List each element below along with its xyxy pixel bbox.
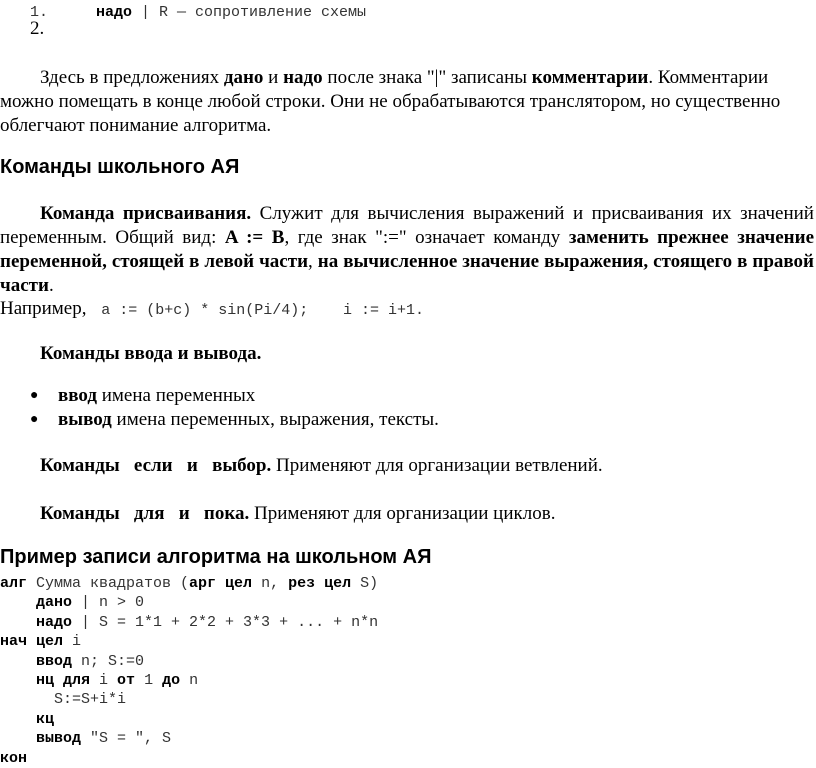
code-example: i := i+1.: [343, 302, 425, 319]
section-heading: Команды школьного АЯ: [0, 156, 240, 178]
text: имена переменных, выражения, тексты.: [111, 409, 439, 430]
io-title: [40, 343, 261, 365]
code-line: [0, 729, 378, 748]
code-listing: [0, 574, 378, 768]
text: , где знак ":=" означает команду: [284, 227, 569, 248]
bold-text: комментарии: [531, 67, 649, 88]
text: Здесь в предложениях: [40, 67, 224, 88]
code-keyword: до: [162, 672, 181, 690]
comment-paragraph: [0, 66, 814, 138]
code-keyword: надо: [36, 613, 73, 631]
code-text: Сумма квадратов (: [27, 575, 190, 592]
bold-text: заменить прежнее значение переменной, стоящей в левой части: [0, 227, 815, 272]
code-line: [0, 690, 378, 709]
code-text: | S = 1*1 + 2*2 + 3*3 + ... + n*n: [72, 613, 379, 631]
bold-text: A := B: [224, 227, 285, 248]
paragraph-title: Команды если и выбор.: [40, 455, 272, 476]
keyword: надо: [96, 4, 133, 21]
code-text: 1: [135, 672, 163, 690]
code-example: a := (b+c) * sin(Pi/4);: [101, 302, 309, 319]
code-text: n; S:=0: [72, 652, 145, 670]
section-heading: Пример записи алгоритма на школьном АЯ: [0, 546, 432, 568]
bold-text: дано: [223, 67, 264, 88]
text: Применяют для организации циклов.: [249, 503, 556, 524]
keyword: ввод: [58, 385, 97, 406]
assignment-example: [0, 298, 424, 320]
branch-paragraph: [40, 455, 603, 477]
code-keyword: алг: [0, 575, 28, 592]
text: имена переменных: [96, 385, 256, 406]
bullet-icon: ●: [30, 388, 39, 403]
code-line: [0, 574, 378, 593]
text: Применяют для организации ветвлений.: [271, 455, 603, 476]
bullet-icon: ●: [30, 412, 39, 427]
list-number: 1.: [30, 4, 49, 21]
text: ,: [308, 251, 318, 272]
paragraph-title: Команда присваивания.: [40, 203, 252, 224]
text: после знака "|" записаны: [322, 67, 532, 88]
list-number: 2.: [30, 18, 45, 39]
code-line: [0, 652, 378, 671]
paragraph-title: Команды ввода и вывода.: [40, 343, 262, 364]
code-keyword: арг цел: [189, 575, 253, 592]
code-keyword: рез цел: [288, 575, 352, 592]
list-item-2: [0, 18, 44, 40]
code-line: [0, 671, 378, 690]
code-text: S:=S+i*i: [54, 691, 127, 709]
code-line: [0, 710, 378, 729]
text: Например,: [0, 298, 87, 319]
code-text: n,: [252, 575, 289, 592]
comment-text: | R — сопротивление схемы: [132, 4, 367, 21]
assignment-paragraph: [0, 202, 814, 298]
text: Служит для вычисления выражений и присваивания их значений переменным. Общий вид:: [0, 203, 814, 248]
code-line: [0, 593, 378, 612]
code-keyword: от: [117, 672, 136, 690]
code-text: i: [63, 633, 82, 651]
code-keyword: дано: [36, 594, 73, 612]
text: и: [263, 67, 284, 88]
code-keyword: нц для: [36, 672, 91, 690]
paragraph-title: Команды для и пока.: [40, 503, 250, 524]
bold-text: надо: [283, 67, 323, 88]
code-text: n: [180, 672, 199, 690]
list-item: [30, 409, 439, 431]
text: .: [48, 275, 54, 296]
code-line: [0, 749, 378, 768]
loops-paragraph: [40, 503, 555, 525]
bold-text: на вычисленное значение выражения, стоящего в правой части: [0, 251, 815, 296]
code-text: S): [351, 575, 379, 592]
code-keyword: ввод: [36, 652, 73, 670]
list-item-1: [0, 0, 366, 22]
code-keyword: кц: [36, 710, 55, 728]
code-text: "S = ": [81, 730, 145, 748]
list-item: [30, 385, 255, 407]
code-line: [0, 613, 378, 632]
code-keyword: кон: [0, 749, 28, 767]
code-text: i: [90, 672, 118, 690]
code-line: [0, 632, 378, 651]
code-keyword: нач цел: [0, 633, 64, 651]
code-text: , S: [144, 730, 172, 748]
keyword: вывод: [58, 409, 112, 430]
code-keyword: вывод: [36, 730, 82, 748]
code-text: | n > 0: [72, 594, 145, 612]
text: . Комментарии можно помещать в конце любой строки. Они не обрабатываются транслятором, но существенно облегчают понимание алгоритма.: [0, 67, 781, 136]
